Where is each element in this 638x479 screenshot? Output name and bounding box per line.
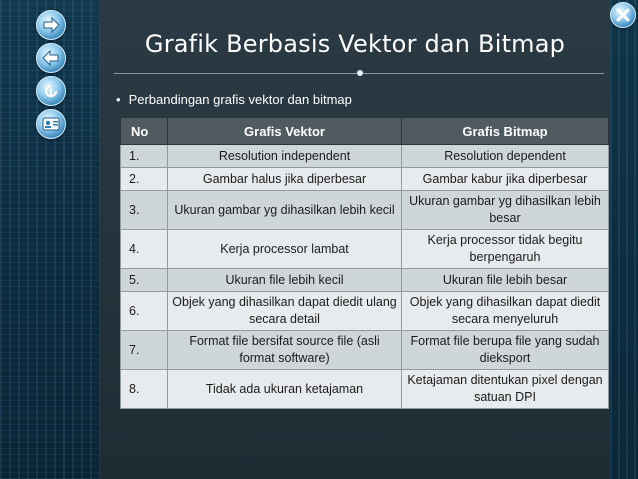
bitmap-cell: Ukuran file lebih besar (402, 269, 609, 292)
back-arrow-icon[interactable] (36, 43, 66, 73)
forward-arrow-icon[interactable] (36, 10, 66, 40)
vektor-cell: Kerja processor lambat (168, 230, 402, 269)
table-row (121, 269, 609, 292)
table-row (121, 145, 609, 168)
subtitle (116, 92, 352, 107)
vektor-cell: Format file bersifat source file (asli format software) (168, 331, 402, 370)
bitmap-cell: Ketajaman ditentukan pixel dengan satuan DPI (402, 370, 609, 409)
vektor-cell: Ukuran file lebih kecil (168, 269, 402, 292)
close-icon[interactable] (610, 2, 636, 28)
slide-title: Grafik Berbasis Vektor dan Bitmap (144, 30, 566, 58)
title-divider-dot (357, 70, 363, 76)
table-header-row (121, 118, 609, 145)
slide-content (100, 0, 610, 479)
vektor-cell: Objek yang dihasilkan dapat diedit ulang secara detail (168, 292, 402, 331)
header-vektor: Grafis Vektor (168, 118, 402, 145)
table-row (121, 331, 609, 370)
home-icon[interactable] (36, 76, 66, 106)
back-arrow-glyph (42, 50, 60, 66)
forward-arrow-glyph (42, 17, 60, 33)
bitmap-cell: Format file berupa file yang sudah dieksport (402, 331, 609, 370)
bitmap-cell: Resolution dependent (402, 145, 609, 168)
table-row (121, 168, 609, 191)
contact-glyph (42, 117, 60, 131)
bitmap-cell: Gambar kabur jika diperbesar (402, 168, 609, 191)
right-decorative-panel (610, 0, 638, 479)
header-no: No (121, 118, 168, 145)
subtitle-text: Perbandingan grafis vektor dan bitmap (128, 92, 352, 107)
vektor-cell: Gambar halus jika diperbesar (168, 168, 402, 191)
row-number: 5. (121, 269, 168, 292)
table-row (121, 292, 609, 331)
bullet: • (116, 92, 121, 107)
home-glyph (43, 83, 59, 99)
table-row (121, 191, 609, 230)
vektor-cell: Resolution independent (168, 145, 402, 168)
row-number: 3. (121, 191, 168, 230)
vektor-cell: Tidak ada ukuran ketajaman (168, 370, 402, 409)
row-number: 1. (121, 145, 168, 168)
vektor-cell: Ukuran gambar yg dihasilkan lebih kecil (168, 191, 402, 230)
bitmap-cell: Kerja processor tidak begitu berpengaruh (402, 230, 609, 269)
row-number: 2. (121, 168, 168, 191)
table-row (121, 230, 609, 269)
close-glyph (616, 8, 630, 22)
bitmap-cell: Ukuran gambar yg dihasilkan lebih besar (402, 191, 609, 230)
table-row (121, 370, 609, 409)
contact-icon[interactable] (36, 109, 66, 139)
header-bitmap: Grafis Bitmap (402, 118, 609, 145)
row-number: 7. (121, 331, 168, 370)
row-number: 6. (121, 292, 168, 331)
comparison-table (120, 117, 609, 409)
bitmap-cell: Objek yang dihasilkan dapat diedit secara menyeluruh (402, 292, 609, 331)
row-number: 4. (121, 230, 168, 269)
row-number: 8. (121, 370, 168, 409)
